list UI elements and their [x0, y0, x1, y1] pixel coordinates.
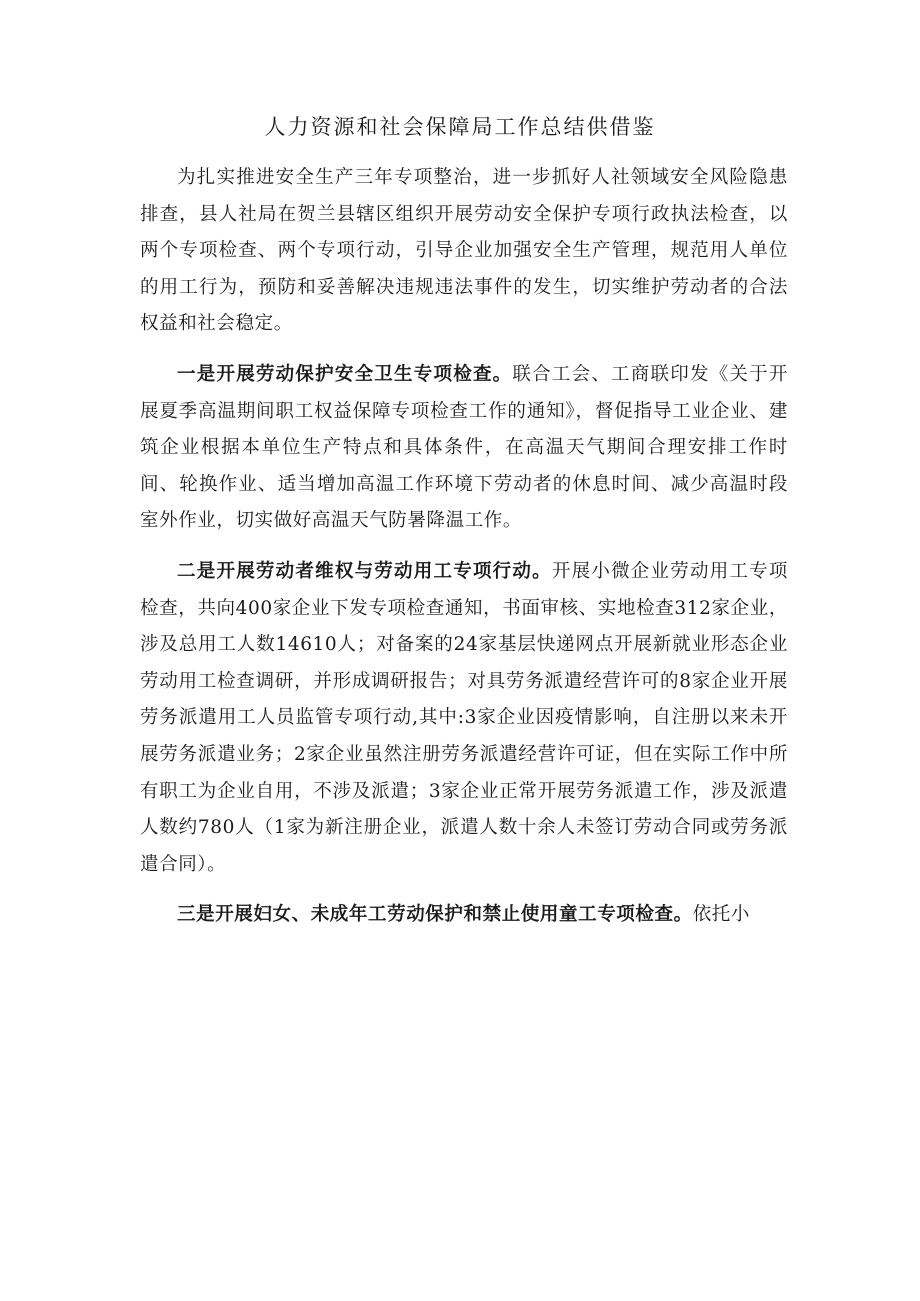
paragraph-lead: 二是开展劳动者维权与劳动用工专项行动。 — [177, 560, 552, 582]
paragraph-text: 依托小 — [692, 904, 751, 926]
paragraph-lead: 三是开展妇女、未成年工劳动保护和禁止使用童工专项检查。 — [177, 904, 693, 926]
paragraph-item-3 — [140, 897, 788, 934]
document-title: 人力资源和社会保障局工作总结供借鉴 — [264, 115, 656, 139]
paragraph-item-1 — [140, 357, 788, 540]
paragraph-lead: 一是开展劳动保护安全卫生专项检查。 — [177, 363, 513, 385]
document-body — [140, 160, 788, 948]
paragraph-item-2 — [140, 554, 788, 883]
paragraph-text: 为扎实推进安全生产三年专项整治，进一步抓好人社领域安全风险隐患排查，县人社局在贺兰县辖区组织开展劳动安全保护专项行政执法检查，以两个专项检查、两个专项行动，引导企业加强安全生产管理，规范用人单位的用工行为，预防和妥善解决违规违法事件的发生，切实维护劳动者的合法权益和社会稳定。 — [140, 167, 788, 335]
paragraph-text: 联合工会、工商联印发《关于开展夏季高温期间职工权益保障专项检查工作的通知》，督促指导工业企业、建筑企业根据本单位生产特点和具体条件，在高温天气期间合理安排工作时间、轮换作业、适当增加高温工作环境下劳动者的休息时间、减少高温时段室外作业，切实做好高温天气防暑降温工作。 — [140, 363, 788, 532]
paragraph-text: 开展小微企业劳动用工专项检查，共向400家企业下发专项检查通知，书面审核、实地检查312家企业，涉及总用工人数14610人；对备案的24家基层快递网点开展新就业形态企业劳动用工检查调研，并形成调研报告；对具劳务派遣经营许可的8家企业开展劳务派遣用工人员监管专项行动,其中:3家企业因疫情影响，自注册以来未开展劳务派遣业务；2家企业虽然注册劳务派遣经营许可证，但在实际工作中所有职工为企业自用，不涉及派遣；3家企业正常开展劳务派遣工作，涉及派遣人数约780人（1家为新注册企业，派遣人数十余人未签订劳动合同或劳务派遣合同）。 — [140, 560, 789, 875]
paragraph-intro — [140, 160, 788, 343]
